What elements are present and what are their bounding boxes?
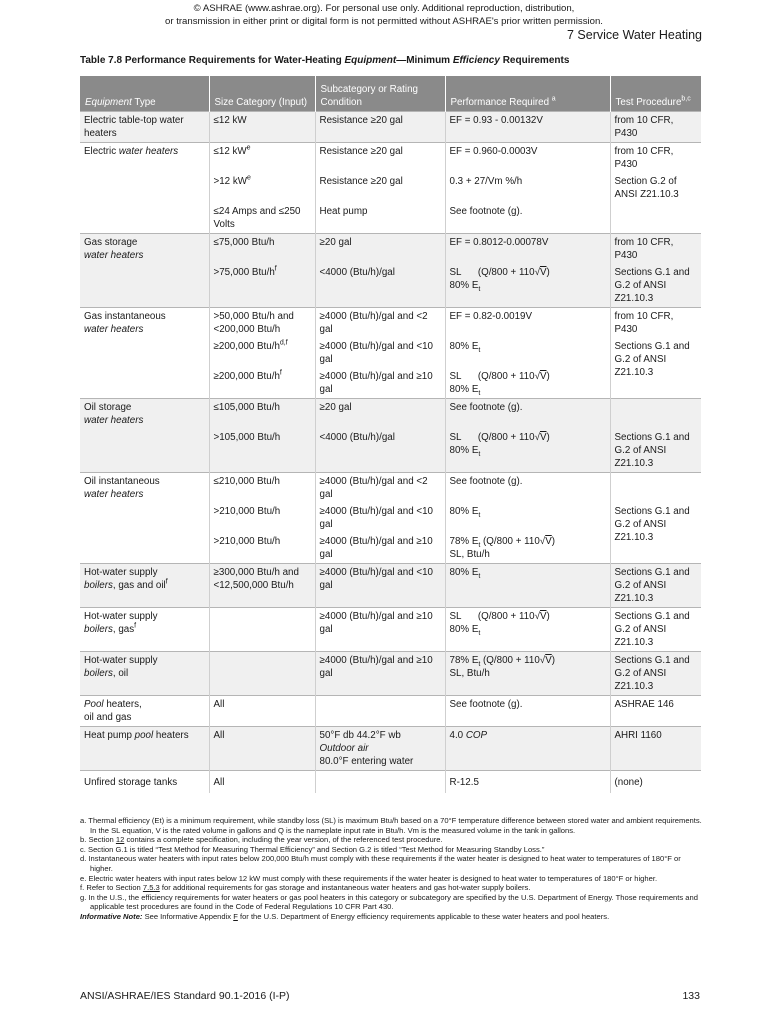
section-12-link[interactable]: 12 (115, 835, 125, 845)
footnote-b: b. Section 12 contains a complete specification, including the year version, of the referenced test procedure. (80, 835, 443, 845)
table-row: Electric water heaters ≤12 $kW^e$ Resistance ≥20 gal EF = 0.960-0.0003V from 10 CFR, P430 (80, 143, 701, 174)
copyright-notice (0, 2, 768, 28)
table-row: Hot-water supply boilers, gas$^f$ ≥4000 (Btu/h)/gal and ≥10 gal SL (Q/800 + 110√V) 80% $E_t$ Sections G.1 and G.2 of ANSI Z21.10.3 (80, 608, 701, 652)
footnote-d: d. Instantaneous water heaters with input rates below 200,000 Btu/h must comply with these requirements if the water heater is designed to heat water to temperatures of 180°F or higher. (80, 854, 681, 873)
table-row: >105,000 Btu/h <4000 (Btu/h)/gal SL (Q/800 + 110√V) 80% $E_t$ Sections G.1 and G.2 of ANSI Z21.10.3 (80, 429, 701, 473)
table-row: >210,000 Btu/h ≥4000 (Btu/h)/gal and <10 gal 80% $E_t$ Sections G.1 and G.2 of ANSI Z21.10.3 (80, 503, 701, 533)
footnote-e: e. Electric water heaters with input rates below 12 kW must comply with these requirements if the water heater is designed to heat water to temperatures of 180°F or higher. (80, 873, 658, 883)
table-row: ≥200,000 Btu/$h^f$ ≥4000 (Btu/h)/gal and ≥10 gal SL (Q/800 + 110√V) 80% $E_t$ (80, 368, 701, 399)
page-number: 133 (682, 990, 700, 1002)
table-header-row (80, 76, 701, 112)
performance-table (80, 76, 701, 793)
table-row: >75,000 Btu/$h^f$ <4000 (Btu/h)/gal SL (Q/800 + 110√V) 80% $E_t$ Sections G.1 and G.2 of ANSI Z21.10.3 (80, 264, 701, 308)
informative-note: Informative Note: See Informative Appendix F for the U.S. Department of Energy efficiency requirements applicable to these water heaters and pool heaters. (80, 911, 610, 921)
table-row: Gas instantaneous water heaters >50,000 Btu/h and <200,000 Btu/h ≥4000 (Btu/h)/gal and <2 gal EF = 0.82-0.0019V from 10 CFR, P430 (80, 308, 701, 339)
footnote-g: g. In the U.S., the efficiency requirements for water heaters or gas pool heaters in this category or subcategory are specified by the U.S. Department of Energy. Those requirements and applicable test procedures are found in the Code of Federal Regulations 10 CFR Part 430. (80, 892, 698, 912)
table-row: Heat pump pool heaters All 50°F db 44.2°F wb Outdoor air 80.0°F entering water 4.0 COP AHRI 1160 (80, 727, 701, 771)
header-test-procedure: Test Procedure$^{b,c}$ (610, 76, 701, 112)
appendix-f-link[interactable]: F (233, 911, 238, 921)
table-row: ≤24 Amps and ≤250 Volts Heat pump See footnote (g). (80, 203, 701, 234)
table-row: Oil storage water heaters ≤105,000 Btu/h ≥20 gal See footnote (g). (80, 399, 701, 430)
header-equipment-type: Equipment Type (80, 76, 209, 112)
footer-standard-name: ANSI/ASHRAE/IES Standard 90.1-2016 (I-P) (80, 990, 290, 1002)
section-7-5-3-link[interactable]: 7.5.3 (142, 883, 160, 893)
copyright-line-1: © ASHRAE (www.ashrae.org). For personal use only. Additional reproduction, distribution, (193, 3, 575, 14)
table-row: Electric table-top water heaters ≤12 kW Resistance ≥20 gal EF = 0.93 - 0.00132V from 10 CFR, P430 (80, 112, 701, 143)
section-title: 7 Service Water Heating (566, 28, 702, 42)
table-row: Hot-water supply boilers, oil ≥4000 (Btu/h)/gal and ≥10 gal 78% $E_t$ (Q/800 + 110√V) SL, Btu/h Sections G.1 and G.2 of ANSI Z21.10.3 (80, 652, 701, 696)
table-row: Hot-water supply boilers, gas and oil$^f$ ≥300,000 Btu/h and <12,500,000 Btu/h ≥4000 (Btu/h)/gal and <10 gal 80% $E_t$ Sections G.1 and G.2 of ANSI Z21.10.3 (80, 564, 701, 608)
table-title: Table 7.8 Performance Requirements for Water-Heating Equipment—Minimum Efficiency Requirements (80, 55, 570, 66)
footnote-a: a. Thermal efficiency (Et) is a minimum requirement, while standby loss (SL) is maximum Btu/h based on a 70°F temperature difference between stored water and ambient requirements. In the SL equation, V is the rated volume in gallons and Q is the nameplate input rate in Btu/h. Vm is the measured volume in the tank in gallons. (80, 816, 702, 835)
table-row: Unfired storage tanks All R-12.5 (none) (80, 771, 701, 794)
footnote-f: f. Refer to Section 7.5.3 for additional requirements for gas storage and instantaneous water heaters and gas hot-water supply boilers. (80, 883, 531, 893)
copyright-line-2: or transmission in either print or digital form is not permitted without ASHRAE's prior written permission. (165, 16, 603, 27)
table-row: Pool heaters, oil and gas All See footnote (g). ASHRAE 146 (80, 696, 701, 727)
table-row: >12 $kW^e$ Resistance ≥20 gal 0.3 + 27/Vm %/h Section G.2 of ANSI Z21.10.3 (80, 173, 701, 203)
table-row: ≥200,000 Btu/$h^{d,f}$ ≥4000 (Btu/h)/gal and <10 gal 80% $E_t$ Sections G.1 and G.2 of ANSI Z21.10.3 (80, 338, 701, 368)
header-subcategory: Subcategory or Rating Condition (315, 76, 445, 112)
table-row: Oil instantaneous water heaters ≤210,000 Btu/h ≥4000 (Btu/h)/gal and <2 gal See footnote (g). (80, 473, 701, 504)
table-row: >210,000 Btu/h ≥4000 (Btu/h)/gal and ≥10 gal 78% $E_t$ (Q/800 + 110√V) SL, Btu/h (80, 533, 701, 564)
table-footnotes (80, 816, 702, 922)
table-row: Gas storage water heaters ≤75,000 Btu/h ≥20 gal EF = 0.8012-0.00078V from 10 CFR, P430 (80, 234, 701, 265)
header-size-category: Size Category (Input) (209, 76, 315, 112)
footnote-c: c. Section G.1 is titled “Test Method for Measuring Thermal Efficiency” and Section G.2 is titled “Test Method for Measuring Standby Loss.” (80, 844, 545, 854)
header-performance: Performance Required $^a$ (445, 76, 610, 112)
